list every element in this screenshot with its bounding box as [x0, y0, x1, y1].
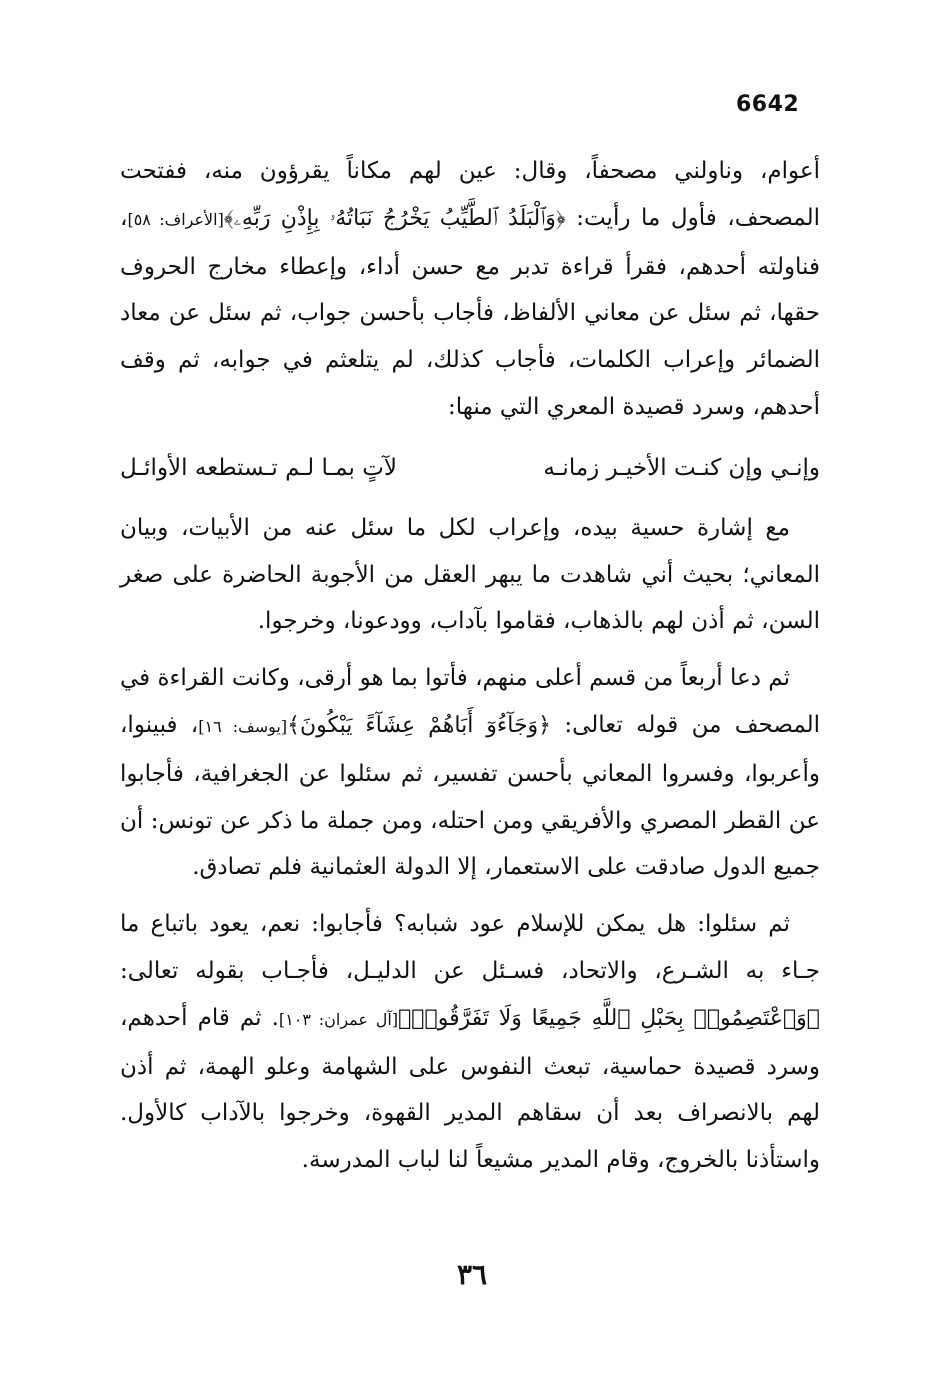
paragraph-4: [120, 901, 820, 1184]
poem-second-hemistich: لآتٍ بمـا لـم تـستطعه الأوائـل: [120, 454, 397, 481]
poem-first-hemistich: وإنـي وإن كنـت الأخيـر زمانـه: [543, 454, 820, 481]
quran-verse-1: ﴿وَٱلْبَلَدُ ٱلطَّيِّبُ يَخْرُجُ نَبَاتُهُۥ بِإِذْنِ رَبِّهِۦ﴾: [223, 205, 566, 231]
quran-ref-3: [آل عمران: ١٠٣]: [278, 1009, 399, 1029]
quran-ref-2: [يوسف: ١٦]: [198, 716, 288, 736]
paragraph-3: [120, 655, 820, 891]
paragraph-1: [120, 148, 820, 431]
quran-verse-2: ﴿وَجَآءُوٓ أَبَاهُمْ عِشَآءً يَبْكُونَ﴾: [287, 712, 552, 738]
page-body: [120, 148, 820, 1194]
paragraph-1-text-a: أعوام، وناولني مصحفاً، وقال: عين لهم مكاناً يقرؤون منه، ففتحت المصحف، فأول ما رأيت:: [120, 158, 820, 231]
paragraph-4-text-a: ثم سئلوا: هل يمكن للإسلام عود شبابه؟ فأجابوا: نعم، يعود باتباع ما جـاء به الشـرع، والاتحاد، فسـئل عن الدليـل، فأجـاب بقوله تعالى:: [120, 911, 820, 984]
paragraph-3-text-b: ، فبينوا، وأعربوا، وفسروا المعاني بأحسن تفسير، ثم سئلوا عن الجغرافية، فأجابوا عن القطر المصري والأفريقي ومن احتله، ومن جملة ما ذكر عن تونس: أن جميع الدول صادقت على الاستعمار، إلا الدولة العثمانية فلم تصادق.: [120, 711, 820, 881]
paragraph-4-text-b: . ثم قام أحدهم، وسرد قصيدة حماسية، تبعث النفوس على الشهامة وعلو الهمة، ثم أذن لهم بالانصراف بعد أن سقاهم المدير القهوة، وخرجوا بالآداب كالأول. واستأذنا بالخروج، وقام المدير مشيعاً لنا لباب المدرسة.: [120, 1004, 820, 1174]
paragraph-1-text-b: ، فناولته أحدهم، فقرأ قراءة تدبر مع حسن أداء، وإعطاء مخارج الحروف حقها، ثم سئل عن معاني الألفاظ، فأجاب بأحسن جواب، ثم سئل عن معاد الضمائر وإعراب الكلمات، فأجاب كذلك، لم يتلعثم في جوابه، ثم وقف أحدهم، وسرد قصيدة المعري التي منها:: [120, 204, 820, 420]
quran-ref-1: [الأعراف: ٥٨]: [127, 209, 224, 229]
paragraph-3-text-a: ثم دعا أربعاً من قسم أعلى منهم، فأتوا بما هو أرقى، وكانت القراءة في المصحف من قوله تعالى:: [120, 665, 821, 738]
quran-verse-3: ﴿وَٱعْتَصِمُوا۟ بِحَبْلِ ٱللَّهِ جَمِيعًا وَلَا تَفَرَّقُوا۟﴾: [398, 1005, 820, 1031]
poem-verse: [120, 441, 820, 505]
page-id: 6642: [736, 92, 800, 117]
page-number: ٣٦: [456, 1258, 488, 1291]
paragraph-2: مع إشارة حسية بيده، وإعراب لكل ما سئل عنه من الأبيات، وبيان المعاني؛ بحيث أني شاهدت ما يبهر العقل من الأجوبة الحاضرة على صغر السن، ثم أذن لهم بالذهاب، فقاموا بآداب، وودعونا، وخرجوا.: [120, 514, 820, 635]
